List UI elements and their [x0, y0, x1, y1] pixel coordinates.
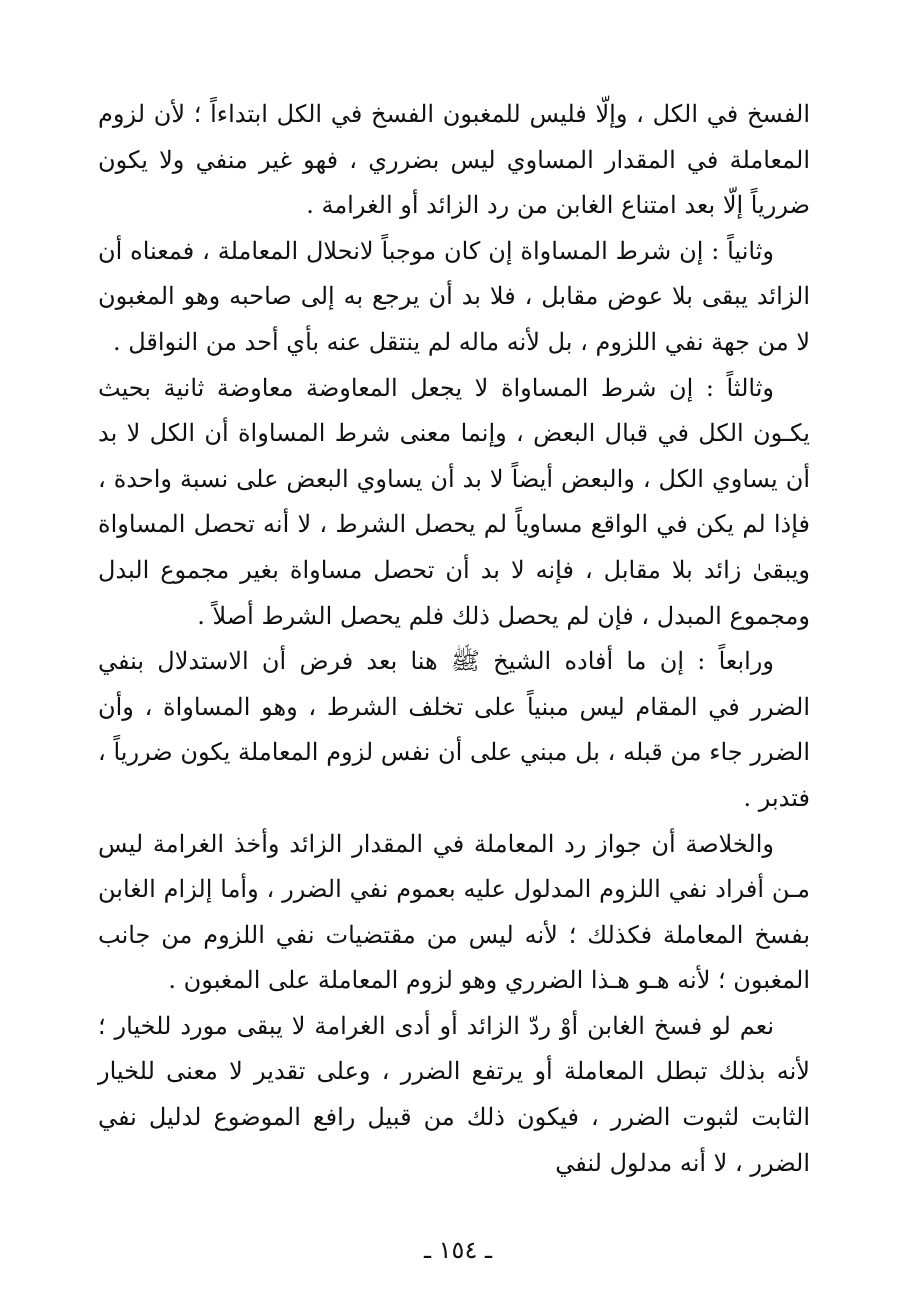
paragraph-third-point: وثالثاً : إن شرط المساواة لا يجعل المعاوضة معاوضة ثانية بحيث يكـون الكل في قبال البعض ، وإنما معنى شرط المساواة أن الكل لا بد أن يساوي الكل ، والبعض أيضاً لا بد أن يساوي البعض على نسبة واحدة ، فإذا لم يكن في الواقع مساوياً لم يحصل الشرط ، لا أنه تحصل المساواة ويبقىٰ زائد بلا مقابل ، فإنه لا بد أن تحصل مساواة بغير مجموع البدل ومجموع المبدل ، فإن لم يحصل ذلك فلم يحصل الشرط أصلاً . [98, 373, 810, 630]
paragraph-fourth-point: ورابعاً : إن ما أفاده الشيخ ﷺ هنا بعد فرض أن الاستدلال بنفي الضرر في المقام ليس مبنياً على تخلف الشرط ، وهو المساواة ، وأن الضرر جاء من قبله ، بل مبني على أن نفس لزوم المعاملة يكون ضررياً ، فتدبر . [98, 647, 810, 812]
page-number: ـ ١٥٤ ـ [423, 1236, 492, 1264]
page-body [98, 92, 810, 1186]
paragraph-second-point: وثانياً : إن شرط المساواة إن كان موجباً لانحلال المعاملة ، فمعناه أن الزائد يبقى بلا عوض مقابل ، فلا بد أن يرجع به إلى صاحبه وهو المغبون لا من جهة نفي اللزوم ، بل لأنه ماله لم ينتقل عنه بأي أحد من النواقل . [98, 236, 810, 356]
paragraph-continuation: الفسخ في الكل ، وإلّا فليس للمغبون الفسخ في الكل ابتداءاً ؛ لأن لزوم المعاملة في المقدار المساوي ليس بضرري ، فهو غير منفي ولا يكون ضررياً إلّا بعد امتناع الغابن من رد الزائد أو الغرامة . [98, 100, 810, 220]
paragraph-summary: والخلاصة أن جواز رد المعاملة في المقدار الزائد وأخذ الغرامة ليس مـن أفراد نفي اللزوم المدلول عليه بعموم نفي الضرر ، وأما إلزام الغابن بفسخ المعاملة فكذلك ؛ لأنه ليس من مقتضيات نفي اللزوم من جانب المغبون ؛ لأنه هـو هـذا الضرري وهو لزوم المعاملة على المغبون . [98, 829, 810, 995]
paragraph-note: نعم لو فسخ الغابن أوْ ردّ الزائد أو أدى الغرامة لا يبقى مورد للخيار ؛ لأنه بذلك تبطل المعاملة أو يرتفع الضرر ، وعلى تقدير لا معنى للخيار الثابت لثبوت الضرر ، فيكون ذلك من قبيل رافع الموضوع لدليل نفي الضرر ، لا أنه مدلول لنفي [98, 1011, 811, 1177]
